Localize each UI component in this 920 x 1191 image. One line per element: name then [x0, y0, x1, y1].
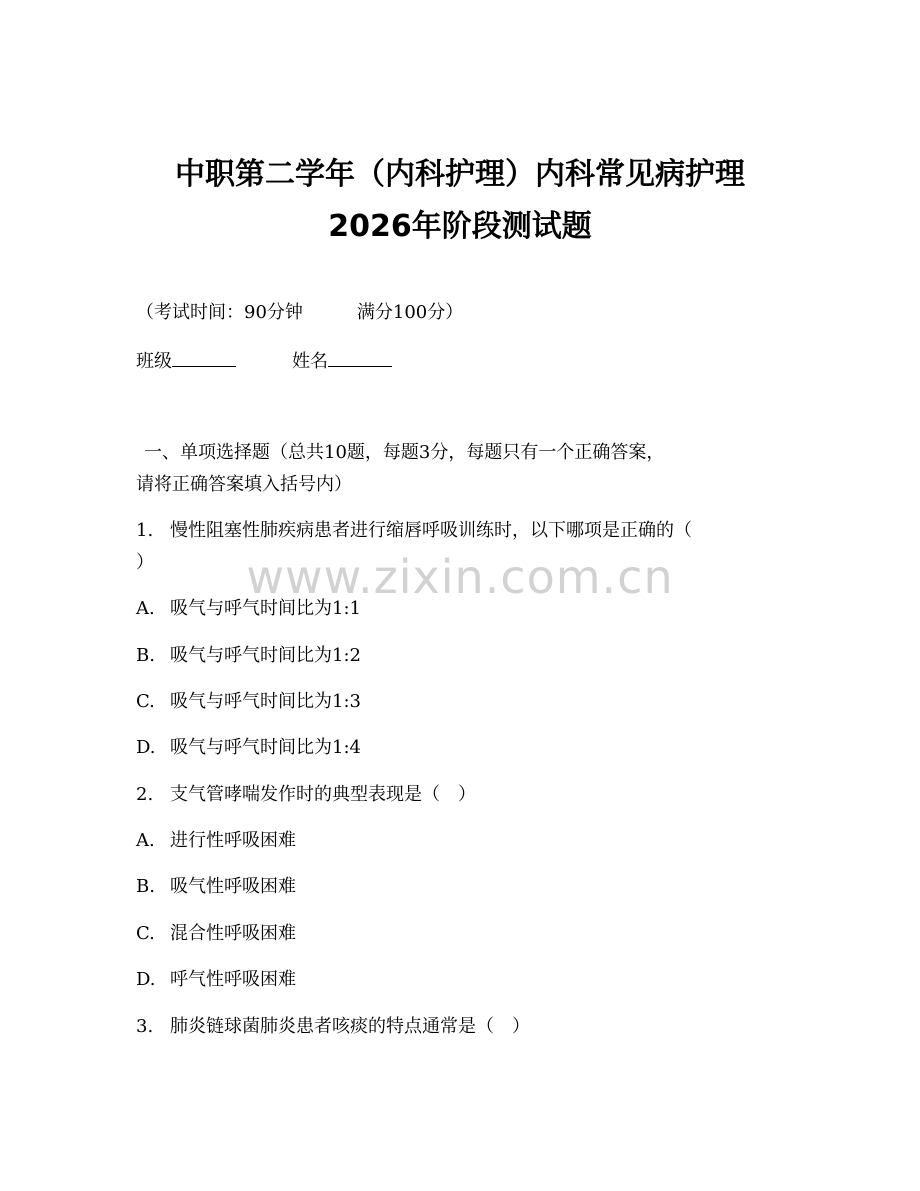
exam-info: （考试时间：90分钟 满分100分）: [136, 302, 464, 323]
option-2d[interactable]: [136, 965, 786, 995]
question-text: 支气管哮喘发作时的典型表现是（ ）: [170, 784, 476, 805]
option-2a[interactable]: [136, 826, 786, 856]
option-1a[interactable]: [136, 594, 786, 624]
question-3: [136, 1012, 786, 1042]
option-text: 吸气性呼吸困难: [170, 876, 296, 897]
option-1c[interactable]: [136, 687, 786, 717]
option-text: 混合性呼吸困难: [170, 923, 296, 944]
option-label: A.: [136, 830, 155, 851]
doc-title-line1: 中职第二学年（内科护理）内科常见病护理: [175, 157, 745, 192]
option-1b[interactable]: [136, 641, 786, 671]
name-blank[interactable]: [328, 346, 392, 367]
option-label: A.: [136, 598, 155, 619]
question-2: [136, 780, 786, 810]
question-1: [136, 516, 786, 546]
option-text: 吸气与呼气时间比为1:2: [170, 645, 361, 666]
section-heading-line1: 一、单项选择题（总共10题，每题3分，每题只有一个正确答案，: [144, 442, 665, 463]
option-2b[interactable]: [136, 872, 786, 902]
option-label: C.: [136, 691, 155, 712]
question-text: 肺炎链球菌肺炎患者咳痰的特点通常是（ ）: [170, 1016, 530, 1037]
option-1d[interactable]: [136, 733, 786, 763]
class-field[interactable]: [136, 346, 236, 377]
option-2c[interactable]: [136, 919, 786, 949]
section-heading-line2: 请将正确答案填入括号内）: [136, 474, 352, 495]
option-label: D.: [136, 737, 156, 758]
question-number: 3.: [136, 1016, 154, 1037]
student-info-row: [136, 346, 786, 377]
option-text: 吸气与呼气时间比为1:3: [170, 691, 361, 712]
option-text: 吸气与呼气时间比为1:1: [170, 598, 361, 619]
question-number: 2.: [136, 784, 154, 805]
watermark: www.zixin.com.cn: [246, 550, 674, 604]
option-text: 呼气性呼吸困难: [170, 969, 296, 990]
option-text: 吸气与呼气时间比为1:4: [170, 737, 361, 758]
name-label: 姓名: [292, 351, 328, 372]
option-label: B.: [136, 645, 155, 666]
question-1-continuation: ）: [136, 552, 154, 573]
question-number: 1.: [136, 520, 154, 541]
option-label: B.: [136, 876, 155, 897]
option-text: 进行性呼吸困难: [170, 830, 296, 851]
option-label: D.: [136, 969, 156, 990]
question-text: 慢性阻塞性肺疾病患者进行缩唇呼吸训练时，以下哪项是正确的（: [170, 520, 692, 541]
name-field[interactable]: [292, 346, 392, 377]
option-label: C.: [136, 923, 155, 944]
doc-title-line2: 2026年阶段测试题: [328, 209, 592, 244]
class-blank[interactable]: [172, 346, 236, 367]
class-label: 班级: [136, 351, 172, 372]
